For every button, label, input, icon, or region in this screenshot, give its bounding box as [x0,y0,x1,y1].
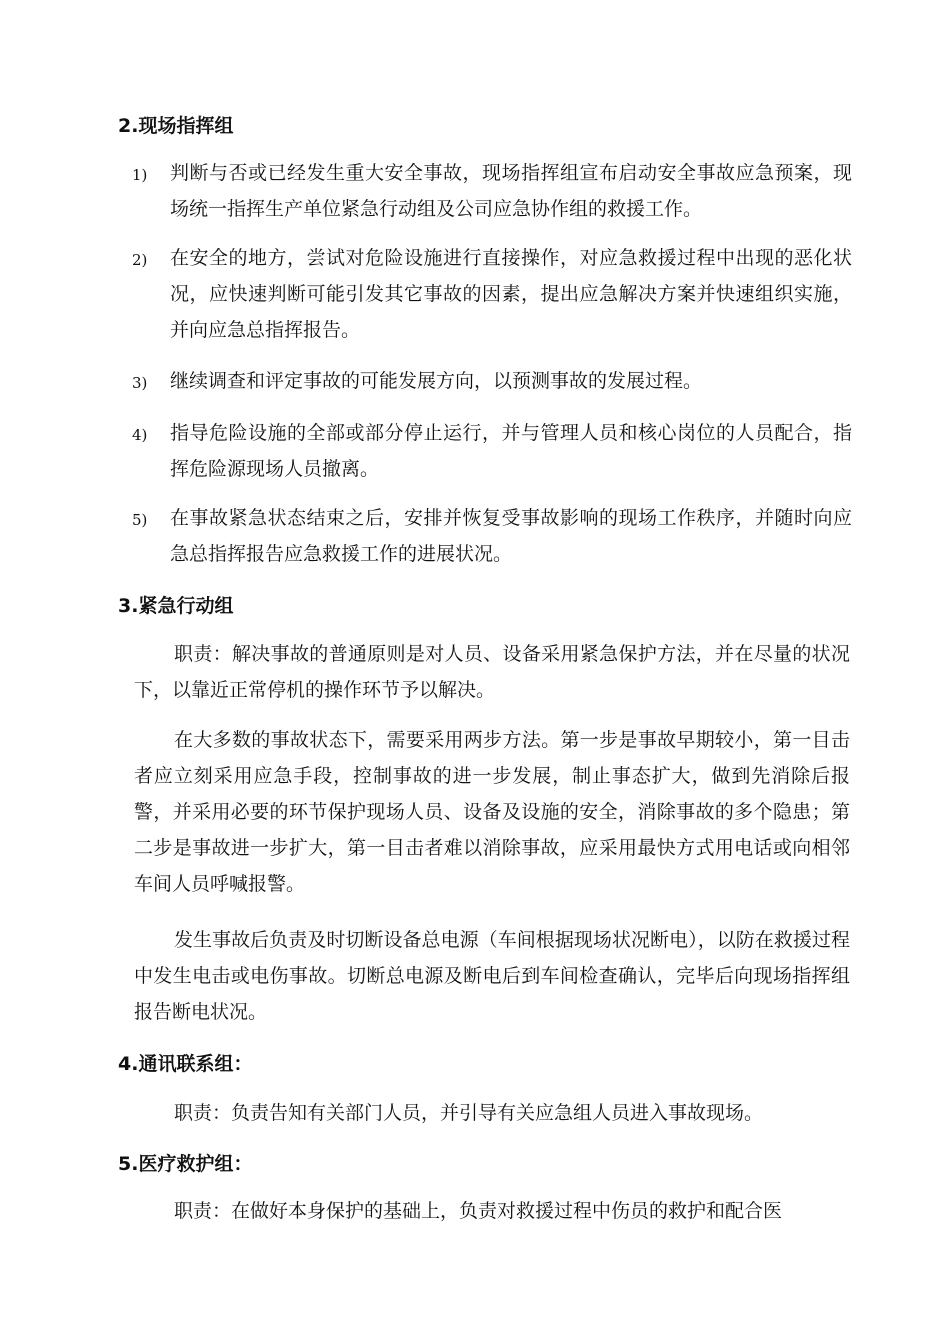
section-heading-2: 2.现场指挥组 [118,115,234,137]
list-item-number: 3) [132,374,148,392]
section-heading-5: 5.医疗救护组： [118,1153,253,1175]
paragraph: 发生事故后负责及时切断设备总电源（车间根据现场状况断电），以防在救援过程中发生电击或电伤事故。切断总电源及断电后到车间检查确认，完毕后向现场指挥组报告断电状况。 [134,929,850,1023]
list-item [132,240,852,348]
list-item-text: 在事故紧急状态结束之后，安排并恢复受事故影响的现场工作秩序，并随时向应急总指挥报告应急救援工作的进展状况。 [170,507,852,565]
list-item [132,415,852,487]
list-item-number: 2) [132,251,148,269]
paragraph: 职责：负责告知有关部门人员，并引导有关应急组人员进入事故现场。 [174,1102,764,1124]
list-item-text: 在安全的地方，尝试对危险设施进行直接操作，对应急救援过程中出现的恶化状况，应快速判断可能引发其它事故的因素，提出应急解决方案并快速组织实施，并向应急总指挥报告。 [170,247,852,341]
list-item [132,155,852,227]
section-heading-4: 4.通讯联系组： [118,1053,253,1075]
list-item-number: 5) [132,511,148,529]
paragraph: 职责：在做好本身保护的基础上，负责对救援过程中伤员的救护和配合医 [174,1200,783,1222]
list-item-number: 1) [132,166,148,184]
list-item [132,500,852,572]
paragraph: 在大多数的事故状态下，需要采用两步方法。第一步是事故早期较小，第一目击者应立刻采用应急手段，控制事故的进一步发展，制止事态扩大，做到先消除后报警，并采用必要的环节保护现场人员、设备及设施的安全，消除事故的多个隐患；第二步是事故进一步扩大，第一目击者难以消除事故，应采用最快方式用电话或向相邻车间人员呼喊报警。 [134,729,850,895]
section-heading-3: 3.紧急行动组 [118,595,234,617]
paragraph: 职责：解决事故的普通原则是对人员、设备采用紧急保护方法，并在尽量的状况下，以靠近正常停机的操作环节予以解决。 [134,643,850,701]
list-item-text: 继续调查和评定事故的可能发展方向，以预测事故的发展过程。 [170,370,703,392]
list-item [132,363,852,399]
list-item-text: 指导危险设施的全部或部分停止运行，并与管理人员和核心岗位的人员配合，指挥危险源现场人员撤离。 [170,422,852,480]
list-item-number: 4) [132,426,148,444]
list-item-text: 判断与否或已经发生重大安全事故，现场指挥组宣布启动安全事故应急预案，现场统一指挥生产单位紧急行动组及公司应急协作组的救援工作。 [170,162,852,220]
